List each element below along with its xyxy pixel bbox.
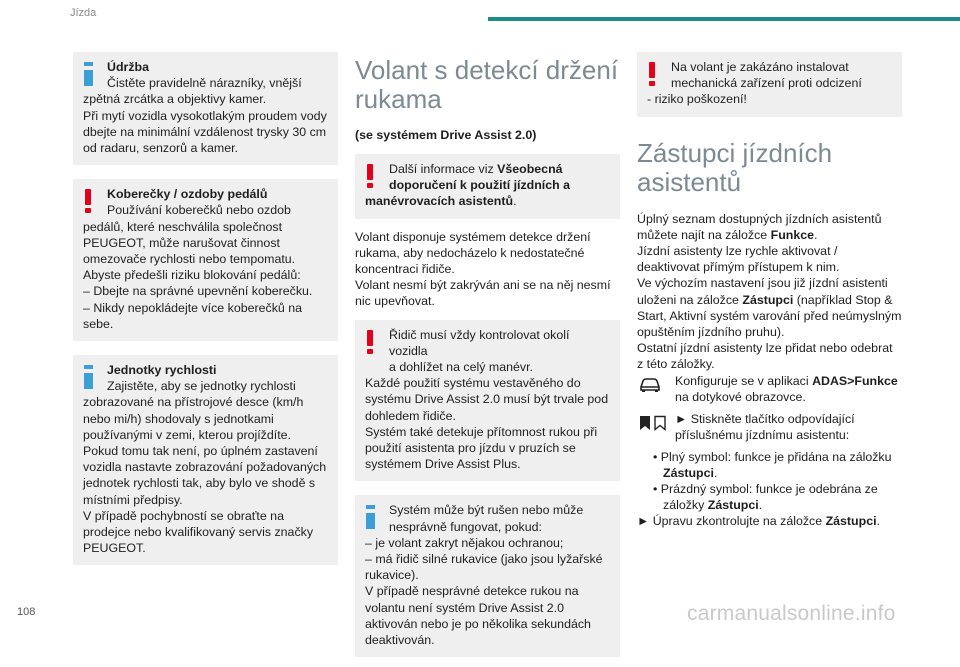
- mats-warning-box: [73, 179, 338, 341]
- bullet-item: • Prázdný symbol: funkce je odebrána ze záložky Zástupci.: [653, 482, 878, 513]
- section-heading-shortcuts: Zástupci jízdních asistentů: [637, 137, 833, 197]
- mats-item: – Nikdy nepokládejte více koberečků na sebe.: [83, 300, 303, 331]
- section-heading-steering: Volant s detekcí držení rukama: [355, 55, 619, 114]
- mats-first-line: Používání koberečků nebo ozdob: [107, 203, 291, 218]
- mats-item: – Dbejte na správné upevnění koberečku.: [83, 284, 313, 299]
- warn1-text: doporučení k použití jízdních a manévrovacích asistentů.: [365, 178, 571, 209]
- info-item: – má řidič silné rukavice (jako jsou lyžařské rukavice).: [365, 552, 603, 583]
- mats-title: Koberečky / ozdoby pedálů: [107, 187, 268, 202]
- maintenance-text: zpětná zrcátka a objektivy kamer. Při mytí vozidla vysokotlakým proudem vody dbejte na minimální vzdálenost trysky 30 cm od radaru, senzorů a kamer.: [83, 92, 327, 156]
- warn2-second-line: a dohlížet na celý manévr.: [389, 360, 533, 375]
- warn2-first-line: Řidič musí vždy kontrolovat okolí vozidla: [389, 327, 570, 358]
- info-text: V případě nesprávné detekce rukou na volantu není systém Drive Assist 2.0 aktivován nebo je po několika sekundách deaktivován.: [365, 584, 591, 648]
- speed-units-info-box: [73, 355, 338, 565]
- column-middle: [355, 52, 620, 667]
- watermark: carmanualsonline.info: [687, 602, 896, 625]
- warn3-first-line: Na volant je zakázáno instalovat: [671, 60, 849, 74]
- page-number: 108: [17, 606, 36, 618]
- warning-icon: [648, 62, 656, 88]
- running-header: Jízda: [70, 7, 97, 19]
- info-item: – je volant zakryt nějakou ochranou;: [365, 535, 564, 550]
- shortcuts-description: Úplný seznam dostupných jízdních asistentů můžete najít na záložce Funkce. Jízdní asistenty lze rychle aktivovat / deaktivovat přímým přístupem k nim. Ve výchozím nastavení jsou již jízdní asistenti uloženi na záložce Zástupci (například Stop & Start, Aktivní systém varování před neúmyslným opuštěním jízdního pruhu). Ostatní jízdní asistenty lze přidat nebo odebrat z této záložky.: [637, 211, 902, 372]
- warn3-second-line: mechanická zařízení proti odcizení: [671, 76, 862, 91]
- shortcut-toggle-row: ► Stiskněte tlačítko odpovídající příslušnému jízdnímu asistentu:: [637, 411, 902, 447]
- warning-icon: [366, 164, 374, 190]
- info-icon: [84, 365, 93, 391]
- maintenance-title: Údržba: [107, 60, 149, 74]
- column-left: [73, 52, 338, 575]
- steering-warning-box: [355, 154, 620, 219]
- speed-units-text: zobrazované na přístrojové desce (km/h nebo mi/h) shodovaly s jednotkami používanými v zemi, kterou projíždíte. Pokud tomu tak není, po úplném zastavení vozidla nastavte zobrazování požadovaných jednotek rychlosti tak, aby bylo ve shodě s místními předpisy. V případě pochybností se obraťte na prodejce nebo kvalifikovaný servis značky PEUGEOT.: [83, 395, 327, 556]
- mats-text: pedálů, které neschválila společnost PEUGEOT, může narušovat činnost omezovače rychlosti nebo tempomatu. Abyste předešli riziku blokování pedálů:: [83, 219, 301, 283]
- speed-units-title: Jednotky rychlosti: [107, 363, 217, 378]
- maintenance-first-line: Čistěte pravidelně nárazníky, vnější: [107, 76, 302, 91]
- warn1-first-line: Další informace viz Všeobecná: [389, 162, 563, 176]
- check-instruction: ► Úpravu zkontrolujte na záložce Zástupci.: [637, 514, 880, 529]
- info-icon: [84, 62, 93, 88]
- interference-info-box: [355, 495, 620, 657]
- warning-icon: [366, 330, 374, 356]
- header-accent-bar: [488, 17, 960, 21]
- info-icon: [366, 505, 375, 531]
- adas-config-row: Konfiguruje se v aplikaci ADAS>Funkce na dotykové obrazovce.: [637, 373, 902, 409]
- steering-description: Volant disponuje systémem detekce držení rukama, aby nedocházelo k nedostatečné koncentraci řidiče. Volant nesmí být zakrýván ani se na něj nesmí nic upevňovat.: [355, 229, 611, 309]
- column-right: [637, 52, 902, 540]
- speed-units-first-line: Zajistěte, aby se jednotky rychlosti: [107, 379, 296, 394]
- anti-theft-warning-box: [637, 52, 902, 117]
- shortcut-symbol-list: [637, 449, 902, 530]
- info-first-line: Systém může být rušen nebo může: [389, 503, 584, 518]
- car-icon: [638, 377, 662, 397]
- warning-icon: [84, 189, 92, 215]
- bullet-item: • Plný symbol: funkce je přidána na záložku Zástupci.: [653, 449, 892, 480]
- warn2-text: Každé použití systému vestavěného do systému Drive Assist 2.0 musí být trvale pod dohledem řidiče. Systém také detekuje přítomnost rukou při použití asistenta pro jízdu v pruzích se systémem Drive Assist Plus.: [365, 376, 609, 472]
- bookmark-icon: [638, 415, 668, 435]
- driver-warning-box: [355, 320, 620, 482]
- section-subheading: (se systémem Drive Assist 2.0): [355, 128, 537, 142]
- maintenance-info-box: [73, 52, 338, 165]
- info-second-line: nesprávně fungovat, pokud:: [389, 519, 542, 534]
- warn3-text: - riziko poškození!: [647, 92, 747, 107]
